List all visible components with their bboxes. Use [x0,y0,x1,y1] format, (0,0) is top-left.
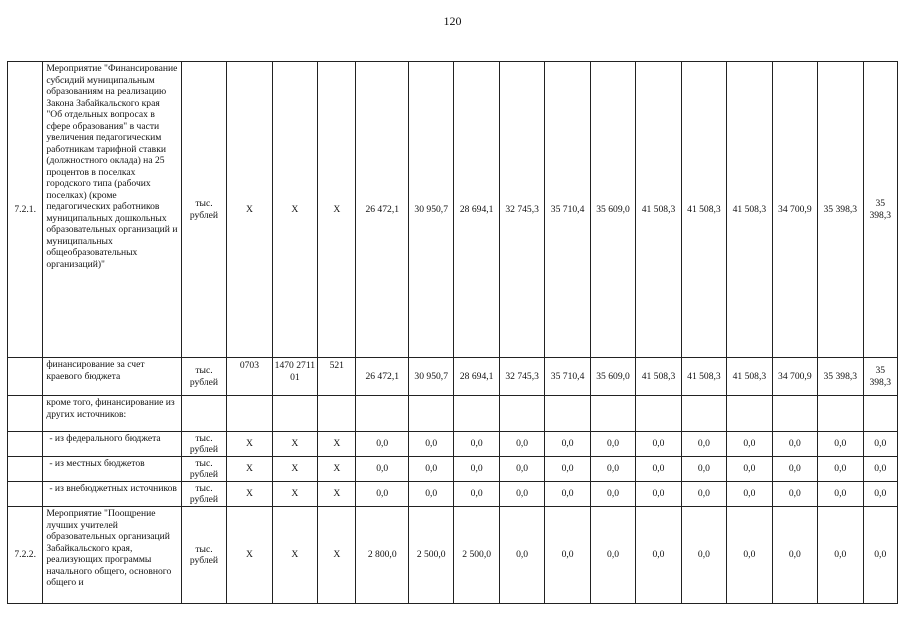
row-name-cell: финансирование за счет краевого бюджета [43,358,181,396]
value-cell: 0,0 [681,432,726,457]
expense-type-cell: X [318,432,356,457]
value-cell: 0,0 [454,432,499,457]
value-cell: 0,0 [727,507,772,604]
value-cell: 26 472,1 [356,358,409,396]
value-cell: 0,0 [545,432,590,457]
row-number-cell [8,432,43,457]
expense-type-cell: X [318,482,356,507]
value-cell: 0,0 [590,432,635,457]
value-cell: 0,0 [681,482,726,507]
value-cell: 0,0 [499,457,544,482]
budget-table [7,61,898,604]
value-cell: 35 398,3 [818,62,863,358]
value-cell: 0,0 [818,482,863,507]
unit-cell: тыс. рублей [181,358,226,396]
value-cell: 0,0 [636,457,681,482]
value-cell: 28 694,1 [454,62,499,358]
value-cell: 41 508,3 [636,62,681,358]
value-cell [727,396,772,432]
table-row [8,432,898,457]
row-name-cell: - из федерального бюджета [43,432,181,457]
section-code-cell: X [227,482,272,507]
value-cell: 0,0 [356,482,409,507]
value-cell: 0,0 [727,457,772,482]
value-cell [408,396,453,432]
value-cell: 0,0 [499,507,544,604]
row-name-cell: Мероприятие "Финансирование субсидий муниципальным образованиям на реализацию Закона Забайкальского края "Об отдельных вопросах в сфере образования" в части увеличения педагогическим работникам тарифной ставки (должностного оклада) на 25 процентов в поселках городского типа (рабочих поселках) (кроме педагогических работников муниципальных дошкольных образовательных организаций и муниципальных общеобразовательных организаций)" [43,62,181,358]
unit-cell: тыс. рублей [181,432,226,457]
value-cell: 0,0 [681,507,726,604]
unit-cell: тыс. рублей [181,482,226,507]
table-row [8,457,898,482]
value-cell: 28 694,1 [454,358,499,396]
unit-cell: тыс. рублей [181,62,226,358]
value-cell [356,396,409,432]
value-cell: 0,0 [818,432,863,457]
value-cell: 2 500,0 [408,507,453,604]
row-name-cell: - из внебюджетных источников [43,482,181,507]
section-code-cell: X [227,62,272,358]
value-cell: 0,0 [772,457,817,482]
section-code-cell: 0703 [227,358,272,396]
value-cell [772,396,817,432]
value-cell: 0,0 [772,482,817,507]
value-cell: 41 508,3 [727,358,772,396]
article-code-cell: 1470 2711 01 [272,358,317,396]
article-code-cell: X [272,482,317,507]
table-row [8,62,898,358]
table-row [8,482,898,507]
value-cell: 35 398,3 [863,358,897,396]
row-name-cell: кроме того, финансирование из других источников: [43,396,181,432]
row-name-cell: Мероприятие "Поощрение лучших учителей образовательных организаций Забайкальского края, реализующих программы начального общего, основного общего и [43,507,181,604]
value-cell: 30 950,7 [408,62,453,358]
value-cell: 32 745,3 [499,62,544,358]
value-cell: 0,0 [454,482,499,507]
value-cell: 26 472,1 [356,62,409,358]
section-code-cell: X [227,507,272,604]
value-cell: 0,0 [863,507,897,604]
value-cell: 0,0 [356,432,409,457]
row-number-cell: 7.2.1. [8,62,43,358]
value-cell: 34 700,9 [772,62,817,358]
expense-type-cell: X [318,507,356,604]
value-cell: 35 710,4 [545,358,590,396]
value-cell [454,396,499,432]
value-cell: 35 398,3 [818,358,863,396]
value-cell: 30 950,7 [408,358,453,396]
value-cell [590,396,635,432]
value-cell: 0,0 [454,457,499,482]
value-cell [681,396,726,432]
value-cell: 0,0 [863,457,897,482]
article-code-cell: X [272,432,317,457]
value-cell: 32 745,3 [499,358,544,396]
value-cell: 0,0 [863,482,897,507]
value-cell: 0,0 [772,507,817,604]
value-cell: 0,0 [727,432,772,457]
value-cell: 0,0 [590,507,635,604]
article-code-cell: X [272,62,317,358]
unit-cell [181,396,226,432]
value-cell: 0,0 [818,507,863,604]
table-row [8,507,898,604]
unit-cell: тыс. рублей [181,507,226,604]
value-cell: 41 508,3 [681,62,726,358]
unit-cell: тыс. рублей [181,457,226,482]
value-cell: 0,0 [545,507,590,604]
value-cell [545,396,590,432]
expense-type-cell: X [318,457,356,482]
value-cell: 0,0 [356,457,409,482]
value-cell: 0,0 [499,432,544,457]
article-code-cell: X [272,457,317,482]
value-cell: 0,0 [590,457,635,482]
section-code-cell [227,396,272,432]
value-cell: 0,0 [590,482,635,507]
row-number-cell [8,396,43,432]
value-cell: 0,0 [727,482,772,507]
value-cell: 0,0 [818,457,863,482]
table-row [8,358,898,396]
value-cell: 0,0 [408,457,453,482]
row-number-cell [8,457,43,482]
value-cell: 0,0 [636,482,681,507]
value-cell: 0,0 [681,457,726,482]
section-code-cell: X [227,457,272,482]
value-cell: 0,0 [408,432,453,457]
article-code-cell: X [272,507,317,604]
value-cell [818,396,863,432]
value-cell: 0,0 [499,482,544,507]
expense-type-cell [318,396,356,432]
value-cell [636,396,681,432]
value-cell: 2 800,0 [356,507,409,604]
value-cell: 0,0 [636,432,681,457]
page-number: 120 [443,14,462,28]
value-cell: 0,0 [772,432,817,457]
row-number-cell [8,358,43,396]
value-cell: 2 500,0 [454,507,499,604]
value-cell: 35 609,0 [590,358,635,396]
row-number-cell: 7.2.2. [8,507,43,604]
value-cell: 0,0 [545,457,590,482]
value-cell: 41 508,3 [681,358,726,396]
value-cell: 0,0 [545,482,590,507]
value-cell: 34 700,9 [772,358,817,396]
value-cell: 41 508,3 [727,62,772,358]
value-cell: 35 710,4 [545,62,590,358]
row-number-cell [8,482,43,507]
value-cell: 0,0 [863,432,897,457]
table-row [8,396,898,432]
row-name-cell: - из местных бюджетов [43,457,181,482]
value-cell [863,396,897,432]
article-code-cell [272,396,317,432]
value-cell: 41 508,3 [636,358,681,396]
expense-type-cell: 521 [318,358,356,396]
expense-type-cell: X [318,62,356,358]
value-cell: 35 398,3 [863,62,897,358]
value-cell: 0,0 [408,482,453,507]
value-cell: 0,0 [636,507,681,604]
value-cell: 35 609,0 [590,62,635,358]
value-cell [499,396,544,432]
section-code-cell: X [227,432,272,457]
